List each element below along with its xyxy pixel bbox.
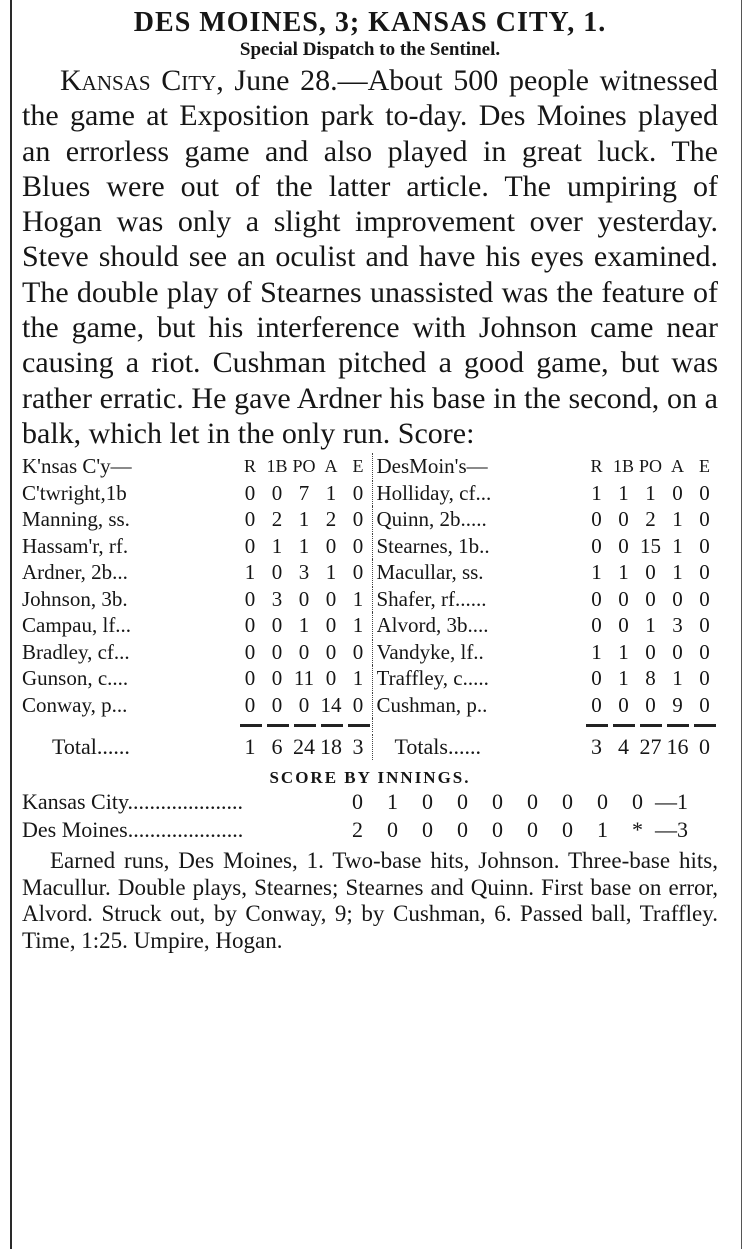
right-player — [372, 480, 719, 506]
stat-b: 3 — [271, 586, 283, 611]
stat-e: 0 — [352, 560, 364, 585]
stat-e: 0 — [699, 666, 710, 691]
stat-po: 2 — [645, 507, 656, 532]
box-score — [22, 453, 718, 766]
stat-e: 0 — [699, 586, 710, 611]
inning-runs: 0 — [527, 789, 538, 815]
stat-po: 3 — [298, 560, 310, 585]
stat-e: 0 — [352, 507, 364, 532]
player-name: Macullar, ss. — [376, 560, 484, 585]
table-row — [22, 559, 718, 586]
innings-row — [22, 816, 718, 844]
stat-r: 0 — [591, 586, 602, 611]
stat-a: 0 — [325, 666, 337, 691]
stat-e: 0 — [699, 533, 710, 558]
stat-po: 0 — [645, 692, 656, 717]
player-name: Stearnes, 1b.. — [376, 533, 490, 558]
table-row — [22, 692, 718, 719]
innings-total: —1 — [655, 789, 688, 815]
stat-po: 0 — [298, 692, 310, 717]
stat-a: 1 — [325, 480, 337, 505]
inning-runs: 0 — [352, 789, 363, 815]
col-r: R — [590, 456, 603, 477]
col-1b: 1B — [612, 456, 634, 477]
inning-runs: 0 — [422, 817, 433, 843]
inning-runs: 0 — [597, 789, 608, 815]
stat-b: 0 — [271, 613, 283, 638]
stat-r: 1 — [591, 560, 602, 585]
innings-team: Kansas City..................... — [22, 789, 244, 815]
player-name: Bradley, cf... — [22, 639, 130, 664]
stat-e: 0 — [699, 692, 710, 717]
stat-e: 0 — [699, 480, 710, 505]
stat-b: 0 — [271, 639, 283, 664]
stat-po: 15 — [640, 533, 661, 558]
stat-b: 1 — [618, 639, 629, 664]
inning-runs: 0 — [387, 817, 398, 843]
stat-e: 0 — [699, 507, 710, 532]
stat-a: 1 — [672, 560, 683, 585]
stat-po: 1 — [645, 613, 656, 638]
total-label: Total...... — [52, 734, 130, 760]
headline: DES MOINES, 3; KANSAS CITY, 1. — [133, 7, 607, 38]
stat-po: 0 — [645, 560, 656, 585]
stat-a: 0 — [325, 639, 337, 664]
left-team-header: K'nsas C'y— — [22, 454, 132, 479]
stat-r: 0 — [244, 692, 256, 717]
player-name: Johnson, 3b. — [22, 586, 128, 611]
right-player — [372, 692, 719, 718]
story-body — [22, 63, 718, 451]
table-row — [22, 612, 718, 639]
stat-r: 0 — [244, 533, 256, 558]
total-r: 1 — [244, 734, 256, 760]
left-player — [22, 612, 372, 638]
player-name: Gunson, c.... — [22, 666, 129, 691]
total-po: 27 — [639, 734, 662, 760]
inning-runs: 0 — [632, 789, 643, 815]
col-e: E — [699, 456, 710, 477]
col-po: PO — [638, 456, 662, 477]
player-name: Manning, ss. — [22, 507, 130, 532]
table-row — [22, 586, 718, 613]
inning-runs: 1 — [597, 817, 608, 843]
innings-total: —3 — [655, 817, 688, 843]
dateline: Special Dispatch to the Sentinel. — [239, 39, 501, 60]
stat-po: 7 — [298, 480, 310, 505]
stat-e: 0 — [699, 639, 710, 664]
article-column — [22, 0, 718, 955]
stat-po: 0 — [645, 639, 656, 664]
col-1b: 1B — [266, 456, 288, 477]
player-name: Quinn, 2b..... — [376, 507, 487, 532]
inning-runs: 0 — [492, 817, 503, 843]
right-player — [372, 533, 719, 559]
total-1b: 4 — [618, 734, 629, 760]
left-player — [22, 506, 372, 532]
left-player — [22, 559, 372, 585]
stat-a: 0 — [672, 639, 683, 664]
innings-row — [22, 788, 718, 816]
stat-e: 1 — [352, 586, 364, 611]
column-rule-right — [741, 0, 742, 1249]
stat-b: 1 — [618, 560, 629, 585]
stat-a: 1 — [672, 666, 683, 691]
player-name: Cushman, p.. — [376, 692, 488, 717]
stat-po: 11 — [293, 666, 315, 691]
total-e: 0 — [699, 734, 710, 760]
stat-a: 1 — [325, 560, 337, 585]
left-player — [22, 639, 372, 665]
inning-runs: 2 — [352, 817, 363, 843]
stat-a: 14 — [320, 692, 342, 717]
inning-runs: 0 — [562, 789, 573, 815]
stat-b: 1 — [618, 666, 629, 691]
stat-a: 0 — [672, 480, 683, 505]
inning-runs: 1 — [387, 789, 398, 815]
stat-a: 2 — [325, 507, 337, 532]
col-a: A — [324, 456, 338, 477]
inning-runs: 0 — [422, 789, 433, 815]
stat-b: 0 — [271, 480, 283, 505]
stat-b: 0 — [271, 560, 283, 585]
total-a: 18 — [320, 734, 342, 760]
stat-po: 1 — [645, 480, 656, 505]
stat-e: 1 — [352, 666, 364, 691]
column-rule-left — [10, 0, 12, 1249]
right-player — [372, 612, 719, 638]
stat-r: 0 — [244, 666, 256, 691]
stat-r: 1 — [244, 560, 256, 585]
right-totals — [372, 734, 719, 760]
col-r: R — [243, 456, 256, 477]
stat-r: 0 — [591, 507, 602, 532]
player-name: C'twright,1b — [22, 480, 127, 505]
innings-title: SCORE BY INNINGS. — [269, 768, 471, 788]
player-name: Campau, lf... — [22, 613, 132, 638]
left-player — [22, 533, 372, 559]
player-name: Holliday, cf... — [376, 480, 492, 505]
stat-e: 1 — [352, 613, 364, 638]
total-rules — [22, 718, 718, 732]
stat-po: 0 — [298, 639, 310, 664]
stat-r: 0 — [591, 692, 602, 717]
table-row — [22, 533, 718, 560]
stat-a: 3 — [672, 613, 683, 638]
total-1b: 6 — [271, 734, 283, 760]
stat-e: 0 — [699, 613, 710, 638]
story-text: , June 28.—About 500 people witnessed the game at Exposition park to-day. Des Moines played an errorless game and also played in great luck. The Blues were out of the latter article. The umpiring of Hogan was only a slight improvement over yesterday. Steve should see an oculist and have his eyes examined. The double play of Stearnes unassisted was the feature of the game, but his interference with Johnson came near causing a riot. Cushman pitched a good game, but was rather erratic. He gave Ardner his base in the second, on a balk, which let in the only run. Score: — [22, 64, 718, 450]
stat-r: 0 — [244, 480, 256, 505]
stat-po: 1 — [298, 507, 310, 532]
stat-r: 0 — [591, 666, 602, 691]
stat-b: 0 — [271, 666, 283, 691]
total-r: 3 — [591, 734, 602, 760]
stat-r: 0 — [591, 533, 602, 558]
innings-table — [22, 788, 718, 844]
table-row — [22, 665, 718, 692]
stat-b: 0 — [618, 586, 629, 611]
player-name: Alvord, 3b.... — [376, 613, 489, 638]
inning-runs: * — [632, 817, 643, 843]
stat-a: 0 — [325, 586, 337, 611]
player-name: Hassam'r, rf. — [22, 533, 129, 558]
stat-po: 8 — [645, 666, 656, 691]
inning-runs: 0 — [492, 789, 503, 815]
stat-b: 0 — [618, 692, 629, 717]
stat-r: 0 — [591, 613, 602, 638]
stat-a: 1 — [672, 533, 683, 558]
box-header-row — [22, 453, 718, 480]
stat-b: 0 — [618, 613, 629, 638]
stat-e: 0 — [352, 480, 364, 505]
right-player — [372, 506, 719, 532]
player-rows — [22, 480, 718, 719]
right-player — [372, 665, 719, 691]
inning-runs: 0 — [457, 817, 468, 843]
col-e: E — [352, 456, 364, 477]
stat-r: 0 — [244, 613, 256, 638]
total-a: 16 — [666, 734, 689, 760]
table-row — [22, 480, 718, 507]
left-player — [22, 586, 372, 612]
stat-a: 0 — [325, 613, 337, 638]
stat-r: 1 — [591, 480, 602, 505]
innings-team: Des Moines..................... — [22, 817, 244, 843]
total-label: Totals...... — [394, 734, 481, 760]
left-header — [22, 453, 372, 479]
player-name: Conway, p... — [22, 692, 128, 717]
stat-a: 0 — [672, 586, 683, 611]
col-po: PO — [292, 456, 316, 477]
stat-po: 0 — [298, 586, 310, 611]
right-player — [372, 639, 719, 665]
stat-e: 0 — [352, 533, 364, 558]
stat-b: 0 — [618, 507, 629, 532]
stat-b: 0 — [618, 533, 629, 558]
left-player — [22, 692, 372, 718]
player-name: Shafer, rf...... — [376, 586, 487, 611]
stat-r: 0 — [244, 639, 256, 664]
inning-runs: 0 — [527, 817, 538, 843]
stat-a: 0 — [325, 533, 337, 558]
stat-r: 1 — [591, 639, 602, 664]
totals-row — [22, 734, 718, 766]
player-name: Vandyke, lf.. — [376, 639, 484, 664]
stat-a: 9 — [672, 692, 683, 717]
table-row — [22, 506, 718, 533]
right-team-header: DesMoin's— — [376, 454, 488, 479]
inning-runs: 0 — [457, 789, 468, 815]
player-name: Traffley, c..... — [376, 666, 489, 691]
stat-a: 1 — [672, 507, 683, 532]
stat-po: 0 — [645, 586, 656, 611]
stat-b: 1 — [618, 480, 629, 505]
left-player — [22, 480, 372, 506]
left-totals — [22, 734, 372, 760]
game-summary: Earned runs, Des Moines, 1. Two-base hits, Johnson. Three-base hits, Macullur. Double plays, Stearnes; Stearnes and Quinn. First base on error, Alvord. Struck out, by Conway, 9; by Cushman, 6. Passed ball, Traffley. Time, 1:25. Umpire, Hogan. — [22, 848, 718, 954]
stat-e: 0 — [352, 639, 364, 664]
stat-po: 1 — [298, 533, 310, 558]
right-player — [372, 559, 719, 585]
left-player — [22, 665, 372, 691]
player-name: Ardner, 2b... — [22, 560, 128, 585]
stat-b: 1 — [271, 533, 283, 558]
stat-r: 0 — [244, 507, 256, 532]
inning-runs: 0 — [562, 817, 573, 843]
right-player — [372, 586, 719, 612]
story-city: Kansas City — [60, 64, 217, 97]
stat-e: 0 — [699, 560, 710, 585]
col-a: A — [671, 456, 684, 477]
stat-b: 0 — [271, 692, 283, 717]
table-row — [22, 639, 718, 666]
total-po: 24 — [293, 734, 315, 760]
stat-e: 0 — [352, 692, 364, 717]
stat-b: 2 — [271, 507, 283, 532]
right-header — [372, 453, 719, 479]
total-e: 3 — [352, 734, 364, 760]
stat-po: 1 — [298, 613, 310, 638]
stat-r: 0 — [244, 586, 256, 611]
